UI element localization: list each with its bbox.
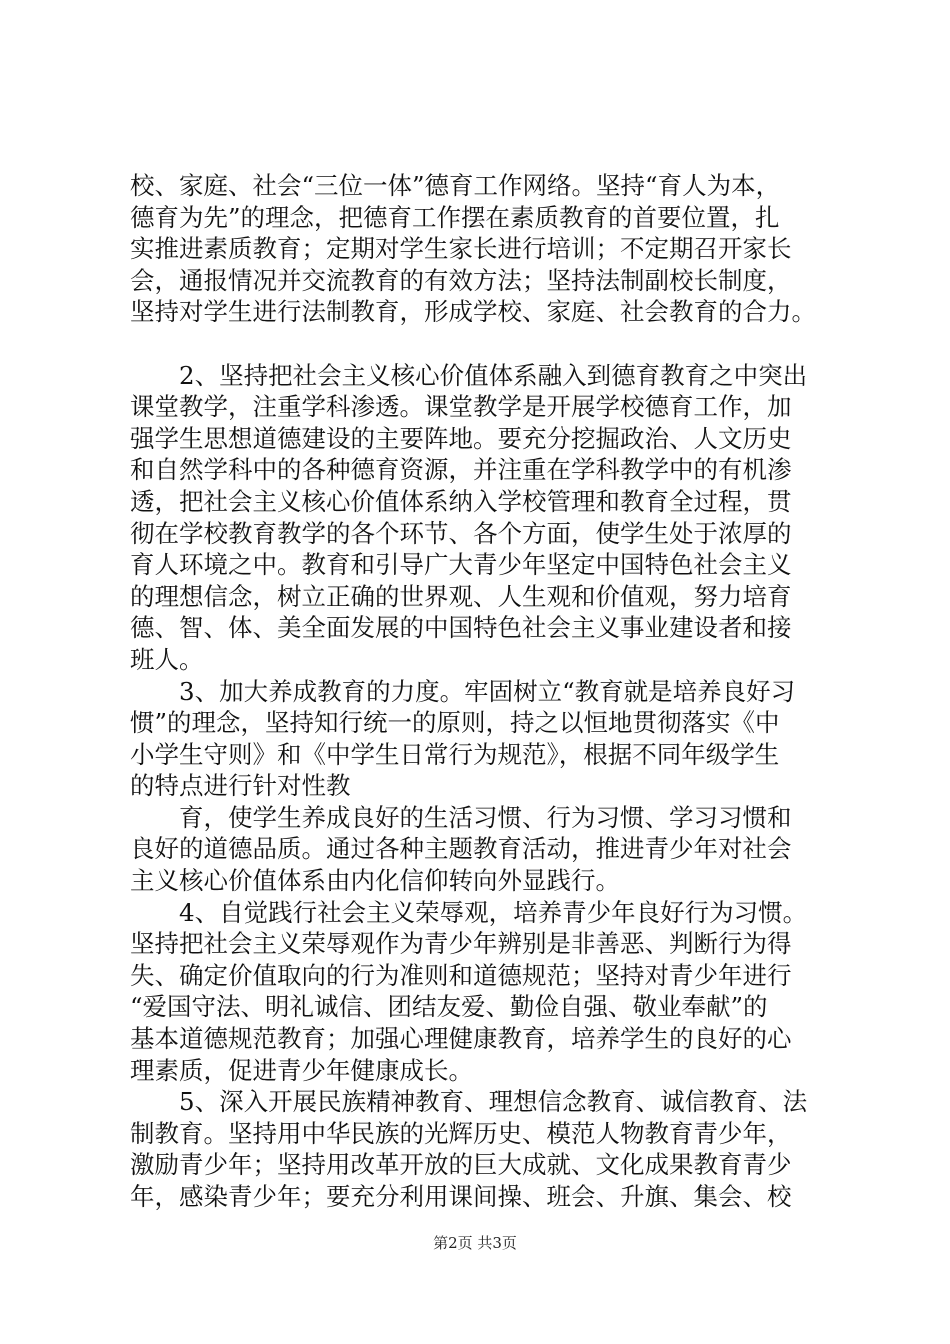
text-line: 制教育。坚持用中华民族的光辉历史、模范人物教育青少年，	[130, 1118, 792, 1148]
text-line: 4、自觉践行社会主义荣辱观，培养青少年良好行为习惯。	[130, 897, 808, 927]
text-line: “爱国守法、明礼诚信、团结友爱、勤俭自强、敬业奉献”的	[130, 992, 768, 1022]
text-line: 坚持把社会主义荣辱观作为青少年辨别是非善恶、判断行为得	[130, 929, 792, 959]
text-line: 的特点进行针对性教	[130, 771, 351, 801]
page-footer: 第2页 共3页	[433, 1234, 517, 1252]
text-line: 惯”的理念，坚持知行统一的原则，持之以恒地贯彻落实《中	[130, 708, 780, 738]
text-line: 年，感染青少年；要充分利用课间操、班会、升旗、集会、校	[130, 1182, 792, 1211]
text-line: 校、家庭、社会“三位一体”德育工作网络。坚持“育人为本，	[130, 171, 781, 200]
paragraph-gap	[130, 328, 830, 360]
text-line: 良好的道德品质。通过各种主题教育活动，推进青少年对社会	[130, 834, 792, 864]
text-line: 强学生思想道德建设的主要阵地。要充分挖掘政治、人文历史	[130, 423, 792, 453]
text-line: 的理想信念，树立正确的世界观、人生观和价值观，努力培育	[130, 581, 792, 611]
text-line: 课堂教学，注重学科渗透。课堂教学是开展学校德育工作，加	[130, 392, 792, 422]
text-line: 失、确定价值取向的行为准则和道德规范；坚持对青少年进行	[130, 960, 792, 990]
text-line: 小学生守则》和《中学生日常行为规范》，根据不同年级学生	[130, 739, 780, 769]
text-line: 基本道德规范教育；加强心理健康教育，培养学生的良好的心	[130, 1024, 792, 1054]
body-text	[130, 170, 830, 1213]
text-line: 3、加大养成教育的力度。牢固树立“教育就是培养良好习	[130, 676, 796, 706]
text-line: 激励青少年；坚持用改革开放的巨大成就、文化成果教育青少	[130, 1150, 792, 1180]
text-line: 实推进素质教育；定期对学生家长进行培训；不定期召开家长	[130, 234, 792, 264]
text-line: 育人环境之中。教育和引导广大青少年坚定中国特色社会主义	[130, 550, 792, 580]
text-line: 坚持对学生进行法制教育，形成学校、家庭、社会教育的合力。	[130, 297, 816, 327]
text-line: 5、深入开展民族精神教育、理想信念教育、诚信教育、法	[130, 1087, 808, 1117]
text-line: 主义核心价值体系由内化信仰转向外显践行。	[130, 866, 620, 896]
text-line: 育，使学生养成良好的生活习惯、行为习惯、学习习惯和	[130, 802, 792, 832]
text-line: 彻在学校教育教学的各个环节、各个方面，使学生处于浓厚的	[130, 518, 792, 548]
text-line: 班人。	[130, 644, 204, 674]
text-line: 德育为先”的理念，把德育工作摆在素质教育的首要位置，扎	[130, 202, 780, 232]
text-line: 会，通报情况并交流教育的有效方法；坚持法制副校长制度，	[130, 265, 792, 295]
text-line: 和自然学科中的各种德育资源，并注重在学科教学中的有机渗	[130, 455, 792, 485]
text-line: 德、智、体、美全面发展的中国特色社会主义事业建设者和接	[130, 613, 792, 643]
text-line: 透，把社会主义核心价值体系纳入学校管理和教育全过程，贯	[130, 486, 792, 516]
text-line: 理素质，促进青少年健康成长。	[130, 1055, 473, 1085]
text-line: 2、坚持把社会主义核心价值体系融入到德育教育之中突出	[130, 360, 808, 390]
